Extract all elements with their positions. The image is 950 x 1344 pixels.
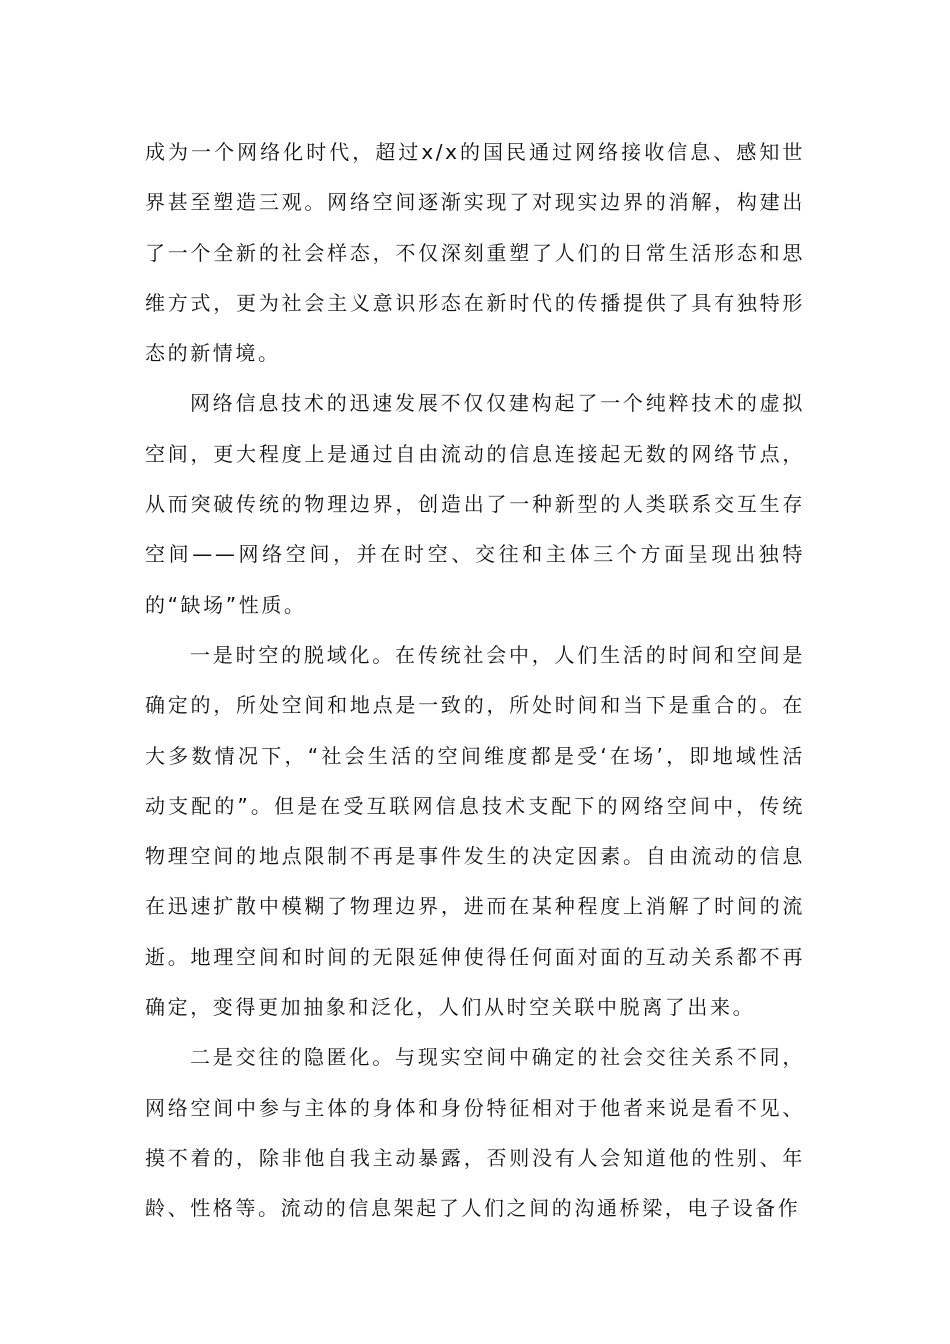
body-text xyxy=(145,127,805,1234)
paragraph-continued: 成为一个网络化时代，超过x/x的国民通过网络接收信息、感知世界甚至塑造三观。网络空间逐渐实现了对现实边界的消解，构建出了一个全新的社会样态，不仅深刻重塑了人们的日常生活形态和思维方式，更为社会主义意识形态在新时代的传播提供了具有独特形态的新情境。 xyxy=(145,140,805,366)
paragraph-interaction: 二是交往的隐匿化。与现实空间中确定的社会交往关系不同，网络空间中参与主体的身体和身份特征相对于他者来说是看不见、摸不着的，除非他自我主动暴露，否则没有人会知道他的性别、年龄、性格等。流动的信息架起了人们之间的沟通桥梁，电子设备作 xyxy=(145,1045,805,1221)
paragraph-time-space: 一是时空的脱域化。在传统社会中，人们生活的时间和空间是确定的，所处空间和地点是一致的，所处时间和当下是重合的。在大多数情况下，“社会生活的空间维度都是受‘在场’，即地域性活动支配的”。但是在受互联网信息技术支配下的网络空间中，传统物理空间的地点限制不再是事件发生的决定因素。自由流动的信息在迅速扩散中模糊了物理边界，进而在某种程度上消解了时间的流逝。地理空间和时间的无限延伸使得任何面对面的互动关系都不再确定，变得更加抽象和泛化，人们从时空关联中脱离了出来。 xyxy=(145,642,805,1020)
paragraph-network-space: 网络信息技术的迅速发展不仅仅建构起了一个纯粹技术的虚拟空间，更大程度上是通过自由流动的信息连接起无数的网络节点，从而突破传统的物理边界，创造出了一种新型的人类联系交互生存空间——网络空间，并在时空、交往和主体三个方面呈现出独特的“缺场”性质。 xyxy=(145,391,805,617)
